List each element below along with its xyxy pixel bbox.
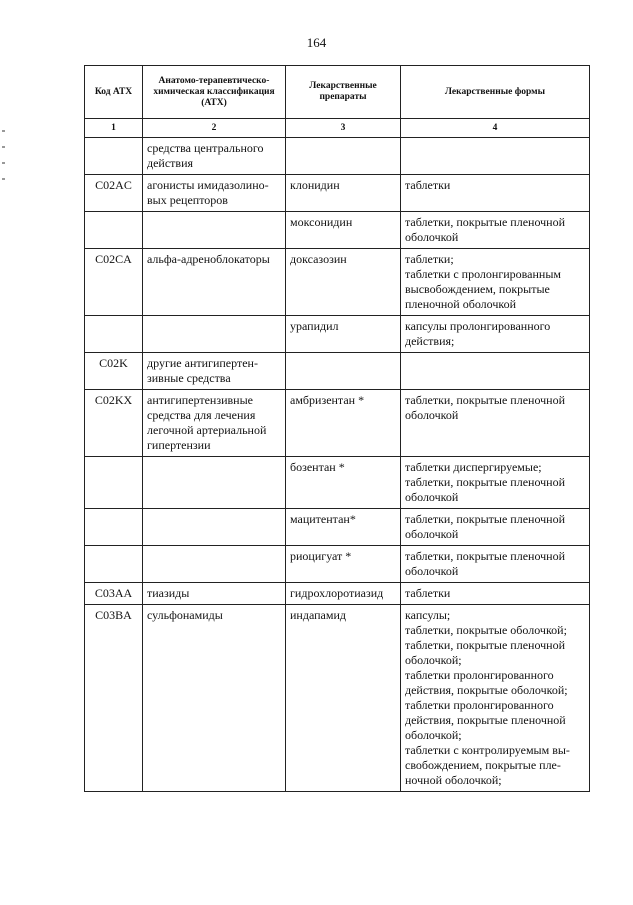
drug-name-cell <box>286 353 401 390</box>
dosage-form-item: таблетки пролонгированного действия, покрытые оболочкой; <box>405 668 568 697</box>
dosage-form-item: таблетки <box>405 178 451 192</box>
header-atc: Анатомо-терапевтическо-химическая классификация (АТХ) <box>143 66 286 119</box>
atx-code-cell: C03AA <box>85 583 143 605</box>
header-drugs: Лекарственные препараты <box>286 66 401 119</box>
drug-name-cell: бозентан * <box>286 457 401 509</box>
dosage-forms-cell <box>401 509 590 546</box>
dosage-forms-cell <box>401 249 590 316</box>
dosage-form-item: таблетки с контролируемым вы-свобождением, покрытые пле-ночной оболочкой; <box>405 743 570 787</box>
dosage-forms-cell <box>401 353 590 390</box>
atx-code-cell <box>85 546 143 583</box>
column-number: 3 <box>286 119 401 138</box>
drug-name-cell: мацитентан* <box>286 509 401 546</box>
table-row <box>85 546 590 583</box>
atx-code-cell <box>85 457 143 509</box>
dosage-form-item: таблетки, покрытые пленочной оболочкой <box>405 393 566 422</box>
drug-name-cell: клонидин <box>286 175 401 212</box>
table-row <box>85 316 590 353</box>
dosage-forms-cell <box>401 605 590 792</box>
atc-classification-cell <box>143 509 286 546</box>
atx-code-cell <box>85 138 143 175</box>
atc-classification-cell: альфа-адреноблокаторы <box>143 249 286 316</box>
header-row <box>85 66 590 119</box>
atc-classification-cell <box>143 546 286 583</box>
atx-code-cell <box>85 212 143 249</box>
atc-classification-cell <box>143 316 286 353</box>
atc-classification-cell: сульфонамиды <box>143 605 286 792</box>
table-row <box>85 138 590 175</box>
dosage-forms-cell <box>401 316 590 353</box>
atc-classification-cell: тиазиды <box>143 583 286 605</box>
dosage-form-item: таблетки, покрытые пленочной оболочкой; <box>405 638 566 667</box>
margin-marks <box>2 130 6 194</box>
header-code: Код АТХ <box>85 66 143 119</box>
atc-classification-cell: другие антигипертен-зивные средства <box>143 353 286 390</box>
atx-table <box>84 65 590 792</box>
table-row <box>85 509 590 546</box>
table-row <box>85 605 590 792</box>
drug-name-cell: моксонидин <box>286 212 401 249</box>
atc-classification-cell: средства центрального действия <box>143 138 286 175</box>
table-row <box>85 175 590 212</box>
atx-code-cell: C03BA <box>85 605 143 792</box>
drug-name-cell: амбризентан * <box>286 390 401 457</box>
column-number-row <box>85 119 590 138</box>
drug-name-cell: риоцигуат * <box>286 546 401 583</box>
drug-name-cell <box>286 138 401 175</box>
atx-code-cell: C02K <box>85 353 143 390</box>
page-number: 164 <box>306 35 327 50</box>
dosage-form-item: таблетки пролонгированного действия, покрытые пленочной оболочкой; <box>405 698 566 742</box>
dosage-forms-cell <box>401 138 590 175</box>
dosage-form-item: капсулы пролонгированного действия; <box>405 319 551 348</box>
column-number: 1 <box>85 119 143 138</box>
atx-code-cell <box>85 316 143 353</box>
column-number: 4 <box>401 119 590 138</box>
dosage-forms-cell <box>401 583 590 605</box>
header-forms: Лекарственные формы <box>401 66 590 119</box>
atc-classification-cell <box>143 457 286 509</box>
atc-classification-cell: агонисты имидазолино-вых рецепторов <box>143 175 286 212</box>
table-row <box>85 390 590 457</box>
dosage-form-item: таблетки <box>405 586 451 600</box>
dosage-form-item: таблетки с пролонгированным высвобождением, покрытые пленочной оболочкой <box>405 267 562 311</box>
drug-name-cell: гидрохлоротиазид <box>286 583 401 605</box>
table-row <box>85 583 590 605</box>
drug-name-cell: индапамид <box>286 605 401 792</box>
dosage-form-item: капсулы; <box>405 608 451 622</box>
dosage-forms-cell <box>401 457 590 509</box>
atc-classification-cell <box>143 212 286 249</box>
atx-code-cell <box>85 509 143 546</box>
table-body <box>85 119 590 792</box>
drug-name-cell: урапидил <box>286 316 401 353</box>
dosage-form-item: таблетки, покрытые пленочной оболочкой <box>405 475 566 504</box>
atc-classification-cell: антигипертензивные средства для лечения легочной артериальной гипертензии <box>143 390 286 457</box>
table-row <box>85 353 590 390</box>
drug-name-cell: доксазозин <box>286 249 401 316</box>
atx-code-cell: C02CA <box>85 249 143 316</box>
table-row <box>85 249 590 316</box>
column-number: 2 <box>143 119 286 138</box>
dosage-form-item: таблетки, покрытые пленочной оболочкой <box>405 549 566 578</box>
dosage-forms-cell <box>401 175 590 212</box>
atx-code-cell: C02KX <box>85 390 143 457</box>
atx-code-cell: C02AC <box>85 175 143 212</box>
dosage-forms-cell <box>401 546 590 583</box>
dosage-form-item: таблетки, покрытые оболочкой; <box>405 623 567 637</box>
table-row <box>85 457 590 509</box>
dosage-form-item: таблетки, покрытые пленочной оболочкой <box>405 215 566 244</box>
table-row <box>85 212 590 249</box>
dosage-form-item: таблетки; <box>405 252 454 266</box>
dosage-forms-cell <box>401 212 590 249</box>
dosage-form-item: таблетки, покрытые пленочной оболочкой <box>405 512 566 541</box>
dosage-forms-cell <box>401 390 590 457</box>
dosage-form-item: таблетки диспергируемые; <box>405 460 542 474</box>
